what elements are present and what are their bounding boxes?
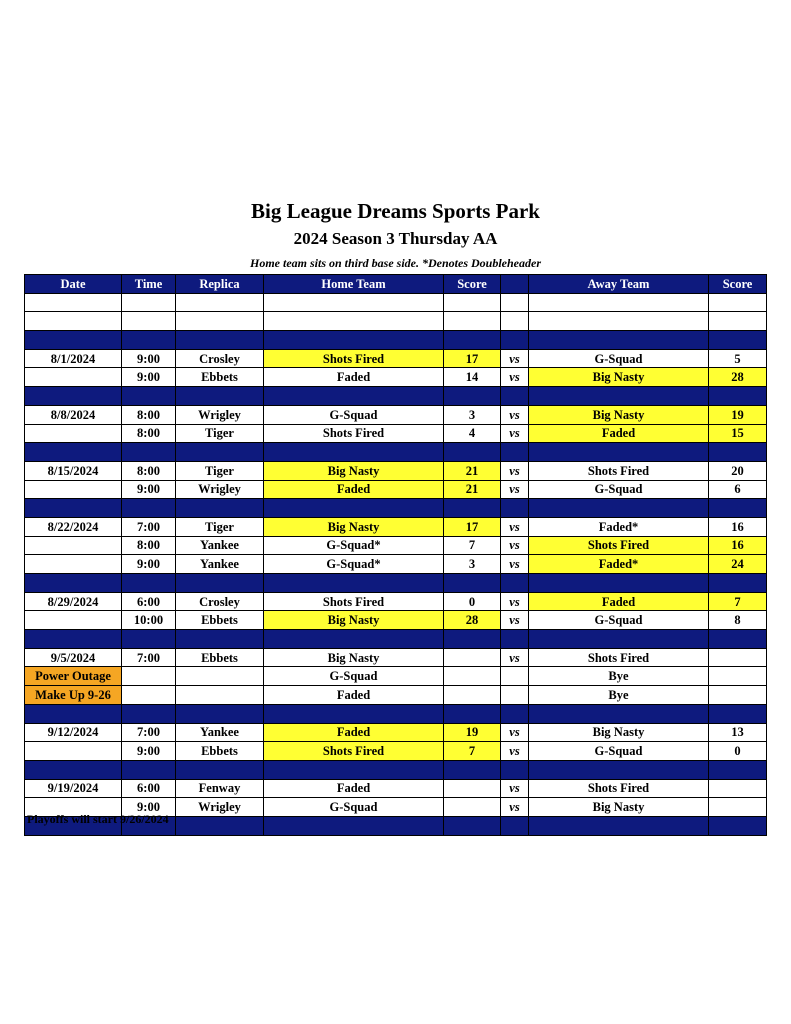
away-team-cell: G-Squad — [529, 611, 709, 630]
vs-cell — [501, 667, 529, 686]
away-team-cell: Big Nasty — [529, 798, 709, 817]
vs-cell: vs — [501, 480, 529, 499]
home-team-cell: G-Squad — [264, 405, 444, 424]
game-row — [25, 742, 767, 761]
away-team-cell: Shots Fired — [529, 461, 709, 480]
header-row — [25, 275, 767, 294]
column-header-time: Time — [122, 275, 176, 294]
away-team-cell: Big Nasty — [529, 405, 709, 424]
vs-cell: vs — [501, 461, 529, 480]
away-score-cell — [709, 331, 767, 350]
column-header-home-score: Score — [444, 275, 501, 294]
replica-cell: Ebbets — [176, 742, 264, 761]
home-score-cell — [444, 387, 501, 406]
home-score-cell: 7 — [444, 742, 501, 761]
replica-cell — [176, 667, 264, 686]
away-team-cell: G-Squad — [529, 480, 709, 499]
replica-cell — [176, 331, 264, 350]
away-team-cell — [529, 704, 709, 723]
date-cell: Make Up 9-26 — [25, 686, 122, 705]
home-score-cell — [444, 704, 501, 723]
away-team-cell: Shots Fired — [529, 779, 709, 798]
replica-cell: Wrigley — [176, 480, 264, 499]
date-cell: 8/22/2024 — [25, 517, 122, 536]
time-cell: 8:00 — [122, 424, 176, 443]
vs-cell: vs — [501, 368, 529, 387]
home-team-cell: G-Squad* — [264, 555, 444, 574]
date-cell — [25, 480, 122, 499]
home-team-cell: Shots Fired — [264, 742, 444, 761]
away-team-cell: G-Squad — [529, 349, 709, 368]
away-score-cell — [709, 312, 767, 331]
column-header-away-score: Score — [709, 275, 767, 294]
home-team-cell — [264, 293, 444, 312]
playoffs-note: Playoffs will start 9/26/2024 — [27, 812, 169, 826]
date-cell — [25, 293, 122, 312]
time-cell — [122, 312, 176, 331]
date-cell — [25, 574, 122, 593]
away-team-cell: Faded* — [529, 517, 709, 536]
away-team-cell: Faded* — [529, 555, 709, 574]
home-team-cell: Shots Fired — [264, 592, 444, 611]
week-separator-row — [25, 574, 767, 593]
time-cell: 7:00 — [122, 648, 176, 667]
replica-cell: Tiger — [176, 424, 264, 443]
vs-cell: vs — [501, 536, 529, 555]
away-team-cell — [529, 630, 709, 649]
vs-cell: vs — [501, 592, 529, 611]
home-team-cell: Big Nasty — [264, 517, 444, 536]
date-cell: Power Outage — [25, 667, 122, 686]
home-team-cell: Faded — [264, 723, 444, 742]
home-score-cell: 4 — [444, 424, 501, 443]
date-cell: 8/8/2024 — [25, 405, 122, 424]
replica-cell: Ebbets — [176, 611, 264, 630]
time-cell: 6:00 — [122, 592, 176, 611]
away-team-cell: Shots Fired — [529, 536, 709, 555]
away-team-cell — [529, 293, 709, 312]
time-cell — [122, 686, 176, 705]
home-score-cell: 14 — [444, 368, 501, 387]
home-score-cell: 21 — [444, 461, 501, 480]
home-team-cell — [264, 387, 444, 406]
home-score-cell — [444, 648, 501, 667]
replica-cell — [176, 312, 264, 331]
page-title: Big League Dreams Sports Park — [251, 199, 540, 223]
date-cell — [25, 368, 122, 387]
time-cell: 9:00 — [122, 798, 176, 817]
game-row — [25, 536, 767, 555]
blank-row — [25, 312, 767, 331]
replica-cell: Yankee — [176, 536, 264, 555]
home-team-cell — [264, 499, 444, 518]
date-cell — [25, 704, 122, 723]
home-team-cell: Faded — [264, 368, 444, 387]
home-score-cell — [444, 686, 501, 705]
vs-cell: vs — [501, 517, 529, 536]
replica-cell: Tiger — [176, 517, 264, 536]
week-separator-row — [25, 331, 767, 350]
home-team-cell: Big Nasty — [264, 648, 444, 667]
away-score-cell — [709, 443, 767, 462]
home-score-cell — [444, 312, 501, 331]
away-team-cell — [529, 499, 709, 518]
home-score-cell — [444, 798, 501, 817]
away-team-cell: G-Squad — [529, 742, 709, 761]
home-score-cell — [444, 499, 501, 518]
vs-cell: vs — [501, 424, 529, 443]
replica-cell: Ebbets — [176, 648, 264, 667]
away-score-cell — [709, 630, 767, 649]
vs-cell: vs — [501, 742, 529, 761]
time-cell — [122, 704, 176, 723]
replica-cell: Crosley — [176, 349, 264, 368]
vs-cell — [501, 499, 529, 518]
schedule-body — [25, 293, 767, 835]
home-team-cell — [264, 312, 444, 331]
vs-cell — [501, 630, 529, 649]
away-team-cell: Bye — [529, 667, 709, 686]
vs-cell: vs — [501, 648, 529, 667]
game-row — [25, 517, 767, 536]
week-separator-row — [25, 760, 767, 779]
time-cell: 9:00 — [122, 368, 176, 387]
home-score-cell: 3 — [444, 555, 501, 574]
home-team-cell — [264, 704, 444, 723]
game-row — [25, 611, 767, 630]
game-row — [25, 424, 767, 443]
away-score-cell — [709, 760, 767, 779]
replica-cell: Fenway — [176, 779, 264, 798]
vs-cell: vs — [501, 611, 529, 630]
home-score-cell: 3 — [444, 405, 501, 424]
date-cell: 8/29/2024 — [25, 592, 122, 611]
away-team-cell: Bye — [529, 686, 709, 705]
replica-cell — [176, 816, 264, 835]
home-score-cell: 28 — [444, 611, 501, 630]
game-row — [25, 667, 767, 686]
home-team-cell — [264, 443, 444, 462]
home-team-cell: Faded — [264, 480, 444, 499]
home-team-cell — [264, 574, 444, 593]
away-score-cell: 28 — [709, 368, 767, 387]
date-cell — [25, 742, 122, 761]
vs-cell: vs — [501, 349, 529, 368]
away-team-cell: Big Nasty — [529, 723, 709, 742]
time-cell: 8:00 — [122, 461, 176, 480]
home-score-cell — [444, 574, 501, 593]
away-score-cell: 6 — [709, 480, 767, 499]
game-row — [25, 480, 767, 499]
vs-cell: vs — [501, 723, 529, 742]
time-cell — [122, 293, 176, 312]
time-cell — [122, 630, 176, 649]
replica-cell: Wrigley — [176, 798, 264, 817]
date-cell — [25, 499, 122, 518]
away-team-cell — [529, 760, 709, 779]
game-row — [25, 555, 767, 574]
away-team-cell — [529, 312, 709, 331]
time-cell — [122, 443, 176, 462]
time-cell — [122, 667, 176, 686]
week-separator-row — [25, 443, 767, 462]
date-cell — [25, 630, 122, 649]
away-score-cell: 24 — [709, 555, 767, 574]
date-cell — [25, 424, 122, 443]
vs-cell — [501, 574, 529, 593]
away-score-cell: 5 — [709, 349, 767, 368]
vs-cell — [501, 443, 529, 462]
column-header-home-team: Home Team — [264, 275, 444, 294]
replica-cell: Yankee — [176, 555, 264, 574]
time-cell — [122, 574, 176, 593]
date-cell — [25, 555, 122, 574]
home-team-cell: Big Nasty — [264, 461, 444, 480]
page-subtitle: 2024 Season 3 Thursday AA — [293, 229, 498, 248]
replica-cell — [176, 387, 264, 406]
away-score-cell — [709, 686, 767, 705]
replica-cell — [176, 704, 264, 723]
home-score-cell — [444, 667, 501, 686]
away-score-cell — [709, 704, 767, 723]
replica-cell: Yankee — [176, 723, 264, 742]
home-score-cell — [444, 630, 501, 649]
home-team-cell — [264, 760, 444, 779]
away-score-cell — [709, 499, 767, 518]
replica-cell: Ebbets — [176, 368, 264, 387]
game-row — [25, 461, 767, 480]
vs-cell: vs — [501, 798, 529, 817]
replica-cell — [176, 686, 264, 705]
date-cell: 9/12/2024 — [25, 723, 122, 742]
away-score-cell: 13 — [709, 723, 767, 742]
away-team-cell — [529, 331, 709, 350]
date-cell: 8/1/2024 — [25, 349, 122, 368]
date-cell: 8/15/2024 — [25, 461, 122, 480]
date-cell — [25, 760, 122, 779]
week-separator-row — [25, 499, 767, 518]
replica-cell — [176, 443, 264, 462]
time-cell: 7:00 — [122, 723, 176, 742]
home-team-cell: Shots Fired — [264, 349, 444, 368]
home-score-cell — [444, 331, 501, 350]
away-team-cell: Faded — [529, 592, 709, 611]
home-team-cell: Faded — [264, 686, 444, 705]
date-cell: 9/5/2024 — [25, 648, 122, 667]
vs-cell — [501, 387, 529, 406]
time-cell: 10:00 — [122, 611, 176, 630]
home-score-cell: 17 — [444, 517, 501, 536]
home-score-cell: 19 — [444, 723, 501, 742]
home-score-cell — [444, 760, 501, 779]
vs-cell — [501, 686, 529, 705]
home-team-cell: G-Squad — [264, 667, 444, 686]
time-cell: 9:00 — [122, 480, 176, 499]
date-cell — [25, 312, 122, 331]
away-score-cell — [709, 293, 767, 312]
vs-cell: vs — [501, 405, 529, 424]
game-row — [25, 686, 767, 705]
game-row — [25, 723, 767, 742]
away-team-cell: Shots Fired — [529, 648, 709, 667]
home-score-cell — [444, 293, 501, 312]
vs-cell — [501, 293, 529, 312]
replica-cell — [176, 293, 264, 312]
replica-cell — [176, 499, 264, 518]
time-cell: 8:00 — [122, 536, 176, 555]
schedule-note: Home team sits on third base side. *Denotes Doubleheader — [250, 256, 541, 270]
date-cell: 9/19/2024 — [25, 779, 122, 798]
away-score-cell: 16 — [709, 536, 767, 555]
column-header-away-team: Away Team — [529, 275, 709, 294]
replica-cell — [176, 760, 264, 779]
schedule-table — [24, 274, 767, 836]
vs-cell — [501, 816, 529, 835]
away-score-cell: 19 — [709, 405, 767, 424]
game-row — [25, 592, 767, 611]
away-score-cell — [709, 779, 767, 798]
home-team-cell: Big Nasty — [264, 611, 444, 630]
home-score-cell: 17 — [444, 349, 501, 368]
vs-cell — [501, 704, 529, 723]
away-team-cell — [529, 443, 709, 462]
away-team-cell: Faded — [529, 424, 709, 443]
vs-cell — [501, 760, 529, 779]
week-separator-row — [25, 387, 767, 406]
home-team-cell: G-Squad* — [264, 536, 444, 555]
time-cell: 7:00 — [122, 517, 176, 536]
away-score-cell — [709, 667, 767, 686]
away-score-cell — [709, 798, 767, 817]
replica-cell: Wrigley — [176, 405, 264, 424]
home-score-cell — [444, 779, 501, 798]
home-score-cell: 7 — [444, 536, 501, 555]
column-header-vs — [501, 275, 529, 294]
game-row — [25, 779, 767, 798]
replica-cell: Tiger — [176, 461, 264, 480]
time-cell: 6:00 — [122, 779, 176, 798]
date-cell — [25, 331, 122, 350]
game-row — [25, 405, 767, 424]
vs-cell — [501, 312, 529, 331]
home-team-cell: Faded — [264, 779, 444, 798]
replica-cell: Crosley — [176, 592, 264, 611]
game-row — [25, 368, 767, 387]
home-team-cell — [264, 630, 444, 649]
replica-cell — [176, 630, 264, 649]
replica-cell — [176, 574, 264, 593]
time-cell: 9:00 — [122, 555, 176, 574]
away-score-cell — [709, 574, 767, 593]
home-score-cell — [444, 443, 501, 462]
time-cell — [122, 499, 176, 518]
away-team-cell — [529, 816, 709, 835]
home-team-cell: Shots Fired — [264, 424, 444, 443]
away-score-cell: 15 — [709, 424, 767, 443]
away-team-cell: Big Nasty — [529, 368, 709, 387]
time-cell: 9:00 — [122, 349, 176, 368]
vs-cell — [501, 331, 529, 350]
time-cell — [122, 331, 176, 350]
home-score-cell — [444, 816, 501, 835]
game-row — [25, 648, 767, 667]
away-score-cell — [709, 648, 767, 667]
date-cell — [25, 536, 122, 555]
away-score-cell: 16 — [709, 517, 767, 536]
away-score-cell: 20 — [709, 461, 767, 480]
away-score-cell: 8 — [709, 611, 767, 630]
away-score-cell — [709, 387, 767, 406]
week-separator-row — [25, 630, 767, 649]
away-score-cell — [709, 816, 767, 835]
date-cell — [25, 611, 122, 630]
column-header-replica: Replica — [176, 275, 264, 294]
home-team-cell — [264, 816, 444, 835]
blank-row — [25, 293, 767, 312]
vs-cell: vs — [501, 555, 529, 574]
away-score-cell: 0 — [709, 742, 767, 761]
date-cell — [25, 387, 122, 406]
home-score-cell: 21 — [444, 480, 501, 499]
home-team-cell — [264, 331, 444, 350]
away-team-cell — [529, 387, 709, 406]
time-cell: 9:00 — [122, 742, 176, 761]
home-team-cell: G-Squad — [264, 798, 444, 817]
away-team-cell — [529, 574, 709, 593]
vs-cell: vs — [501, 779, 529, 798]
week-separator-row — [25, 704, 767, 723]
away-score-cell: 7 — [709, 592, 767, 611]
time-cell — [122, 760, 176, 779]
column-header-date: Date — [25, 275, 122, 294]
game-row — [25, 349, 767, 368]
time-cell: 8:00 — [122, 405, 176, 424]
time-cell — [122, 387, 176, 406]
home-score-cell: 0 — [444, 592, 501, 611]
date-cell — [25, 443, 122, 462]
